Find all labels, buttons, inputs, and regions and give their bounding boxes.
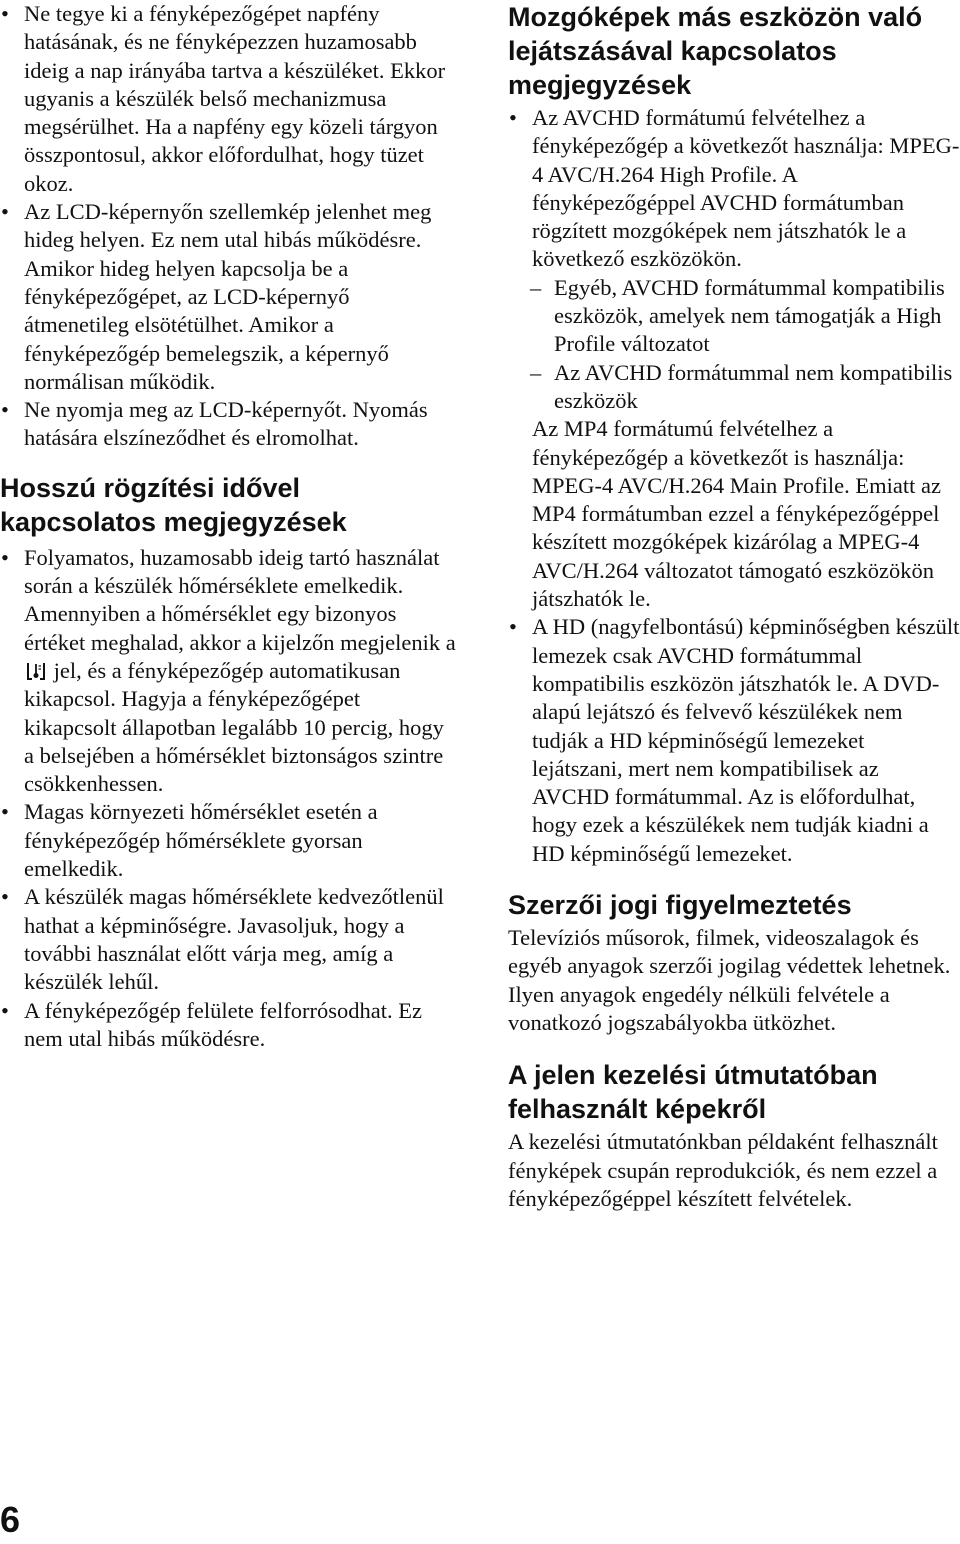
page-number: 6 — [0, 1499, 21, 1540]
right-column — [508, 0, 960, 1213]
list-item: • A HD (nagyfelbontású) képminőségben készült lemezek csak AVCHD formátummal kompatibilis eszközön játszhatók le. A DVD-alapú lejátszó és felvevő készülékek nem tudják a HD képminőségű lemezeket lejátszani, mert nem kompatibilisek az AVCHD formátummal. Az is előfordulhat, hogy ezek a készülékek nem tudják kiadni a HD képminőségű lemezeket. — [508, 613, 960, 868]
paragraph-text-after-icon: jel, és a fényképezőgép automatikusan kikapcsol. Hagyja a fényképezőgépet kikapcsolt állapotban legalább 10 percig, hogy a belsejében a hőmérséklet biztonságos szintre csökkenhessen. — [24, 657, 444, 797]
list-item: • Ne tegye ki a fényképezőgépet napfény hatásának, és ne fényképezzen huzamosabb ideig a nap irányába tartva a készüléket. Ekkor ugyanis a készülék belső mechanizmusa megsérülhet. Ha a napfény egy közeli tárgyon összpontosul, akkor előfordulhat, hogy tüzet okoz. — [0, 0, 458, 198]
list-item: • A készülék magas hőmérséklete kedvezőtlenül hathat a képminőségre. Javasoljuk, hogy a további használat előtt várja meg, amíg a készülék lehűl. — [0, 883, 458, 996]
copyright-paragraph: Televíziós műsorok, filmek, videoszalagok és egyéb anyagok szerzői jogilag védettek lehetnek. Ilyen anyagok engedély nélküli felvétele a vonatkozó jogszabályokba ütközhet. — [508, 925, 951, 1035]
list-item — [0, 544, 458, 799]
long-recording-bullet-list — [0, 544, 458, 1053]
playback-bullet-list-2 — [508, 613, 960, 868]
section-heading-playback: Mozgóképek más eszközön való lejátszásával kapcsolatos megjegyzések — [508, 2, 923, 100]
intro-bullet-list — [0, 0, 458, 453]
section-heading-long-recording: Hosszú rögzítési idővel kapcsolatos megjegyzések — [0, 472, 347, 537]
list-item: • A fényképezőgép felülete felforrósodhat. Ez nem utal hibás működésre. — [0, 997, 458, 1054]
dash-list-item: – Az AVCHD formátummal nem kompatibilis eszközök — [508, 359, 960, 416]
list-item-text: • Folyamatos, huzamosabb ideig tartó használat során a készülék hőmérséklete emelkedik. — [24, 544, 440, 599]
section-heading-copyright: Szerzői jogi figyelmeztetés — [508, 890, 852, 921]
list-item: • Magas környezeti hőmérséklet esetén a fényképezőgép hőmérséklete gyorsan emelkedik. — [0, 798, 458, 883]
list-item: • Az LCD-képernyőn szellemkép jelenhet meg hideg helyen. Ez nem utal hibás működésre. Amikor hideg helyen kapcsolja be a fényképezőgépet, az LCD-képernyő átmenetileg elsötétülhet. Amikor a fényképezőgép bemelegszik, a képernyő normálisan működik. — [0, 198, 458, 396]
playback-bullet-list — [508, 104, 960, 274]
left-column — [0, 0, 458, 1053]
section-heading-images: A jelen kezelési útmutatóban felhasznált képekről — [508, 1060, 878, 1125]
dash-list-item: – Egyéb, AVCHD formátummal kompatibilis eszközök, amelyek nem támogatják a High Profile változatot — [508, 274, 960, 359]
list-item — [508, 104, 960, 274]
list-item-text: • Az AVCHD formátumú felvételhez a fényképezőgép a következőt használja: MPEG-4 AVC/H.264 High Profile. A fényképezőgéppel AVCHD formátumban rögzített mozgóképek nem játszhatók le a következő eszközökön. — [532, 105, 960, 272]
list-item-paragraph: Az MP4 formátumú felvételhez a fényképezőgép a következőt is használja: MPEG-4 AVC/H.264 Main Profile. Emiatt az MP4 formátumban ezzel a fényképezőgéppel készített mozgóképek kizárólag a MPEG-4 AVC/H.264 változatot támogató eszközökön játszhatók le. — [532, 416, 941, 612]
paragraph-text-before-icon: Amennyiben a hőmérséklet egy bizonyos értéket meghalad, akkor a kijelzőn megjelenik a — [24, 601, 456, 655]
images-paragraph: A kezelési útmutatónkban példaként felhasznált fényképek csupán reprodukciók, és nem ezzel a fényképezőgéppel készített felvételek. — [508, 1129, 938, 1211]
dash-list — [508, 274, 960, 415]
list-item-paragraph — [24, 600, 458, 798]
temperature-warning-icon — [26, 661, 46, 681]
list-item: • Ne nyomja meg az LCD-képernyőt. Nyomás hatására elszíneződhet és elromolhat. — [0, 396, 458, 453]
